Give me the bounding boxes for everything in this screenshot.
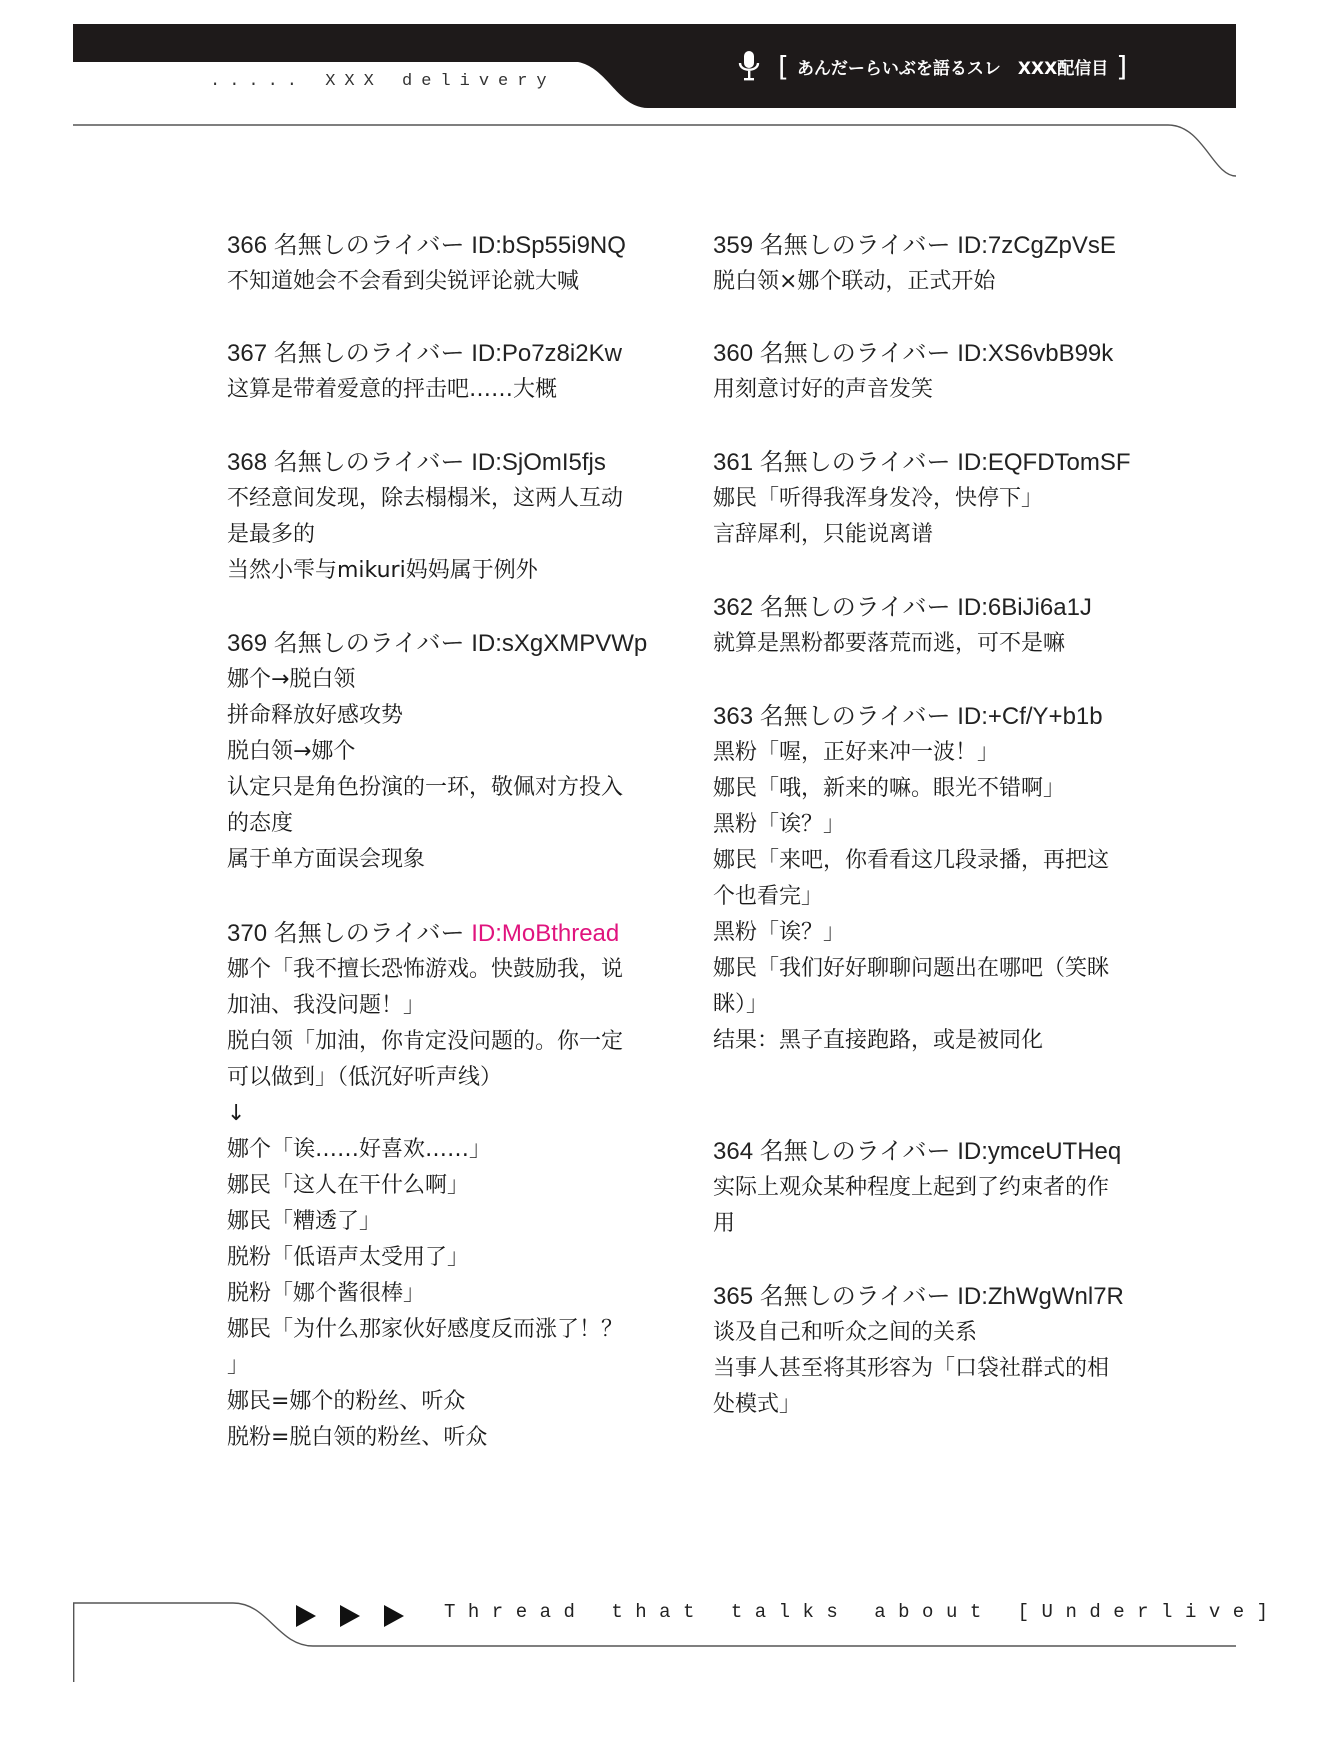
post-number-name: 363 名無しのライバー xyxy=(713,703,958,730)
footer-caption: Thread that talks about [Underlive] xyxy=(444,1601,1281,1623)
delivery-label: ..... XXX delivery xyxy=(210,72,556,91)
post-line: 黑粉「诶？」 xyxy=(713,812,846,837)
post-line: 实际上观众某种程度上起到了约束者的作 xyxy=(713,1175,1110,1200)
post-line: 言辞犀利，只能说离谱 xyxy=(713,522,934,547)
post-line: 的态度 xyxy=(227,811,294,836)
post-number-name: 362 名無しのライバー xyxy=(713,594,958,621)
thread-title-text: あんだーらいぶを語るスレ XXX配信目 xyxy=(796,58,1109,79)
post-id: ID:SjOmI5fjs xyxy=(471,449,606,476)
post-368 xyxy=(227,445,667,589)
play-arrow-icon xyxy=(336,1603,364,1629)
post-359 xyxy=(713,228,1153,300)
post-367 xyxy=(227,336,667,408)
post-line: 处模式」 xyxy=(713,1392,802,1417)
post-number-name: 359 名無しのライバー xyxy=(713,232,958,259)
post-line: ↓ xyxy=(227,1101,246,1126)
post-line: 谈及自己和听众之间的关系 xyxy=(713,1320,978,1345)
post-number-name: 368 名無しのライバー xyxy=(227,449,472,476)
post-line: 加油、我没问题！」 xyxy=(227,993,426,1018)
post-line: 娜民「这人在干什么啊」 xyxy=(227,1173,470,1198)
post-line: 当事人甚至将其形容为「口袋社群式的相 xyxy=(713,1356,1110,1381)
post-number-name: 370 名無しのライバー xyxy=(227,920,472,947)
post-header xyxy=(713,1134,1153,1170)
post-number-name: 361 名無しのライバー xyxy=(713,449,958,476)
post-line: 是最多的 xyxy=(227,522,316,547)
post-line: 属于单方面误会现象 xyxy=(227,847,426,872)
thread-title xyxy=(738,44,1135,88)
post-line: 娜个「诶……好喜欢……」 xyxy=(227,1137,492,1162)
post-line: 娜民=娜个的粉丝、听众 xyxy=(227,1389,466,1414)
post-line: 黑粉「喔，正好来冲一波！」 xyxy=(713,740,1000,765)
post-361 xyxy=(713,445,1153,553)
post-id: ID:6BiJi6a1J xyxy=(957,594,1092,621)
post-header xyxy=(227,336,667,372)
title-bracket-open: [ xyxy=(778,49,789,83)
post-id: ID:7zCgZpVsE xyxy=(957,232,1116,259)
post-number-name: 366 名無しのライバー xyxy=(227,232,472,259)
post-id: ID:sXgXMPVWp xyxy=(471,630,648,657)
post-number-name: 360 名無しのライバー xyxy=(713,340,958,367)
post-line: 脱粉=脱白领的粉丝、听众 xyxy=(227,1425,488,1450)
post-line: 拼命释放好感攻势 xyxy=(227,703,404,728)
post-number-name: 365 名無しのライバー xyxy=(713,1283,958,1310)
post-line: 这算是带着爱意的抨击吧……大概 xyxy=(227,377,558,402)
post-line: 可以做到」（低沉好听声线） xyxy=(227,1065,503,1090)
post-line: 娜民「来吧，你看看这几段录播，再把这 xyxy=(713,848,1110,873)
post-line: 娜民「听得我浑身发冷，快停下」 xyxy=(713,486,1044,511)
post-line: 」 xyxy=(227,1353,250,1378)
microphone-icon xyxy=(738,50,760,82)
post-line: 就算是黑粉都要落荒而逃，可不是嘛 xyxy=(713,631,1066,656)
post-header xyxy=(713,590,1153,626)
post-line: 娜民「哦，新来的嘛。眼光不错啊」 xyxy=(713,776,1066,801)
post-line: 娜个「我不擅长恐怖游戏。快鼓励我，说 xyxy=(227,957,624,982)
post-line: 娜民「糟透了」 xyxy=(227,1209,382,1234)
post-line: 脱粉「娜个酱很棒」 xyxy=(227,1281,426,1306)
post-number-name: 367 名無しのライバー xyxy=(227,340,472,367)
post-number-name: 369 名無しのライバー xyxy=(227,630,472,657)
post-id-highlighted: ID:MoBthread xyxy=(471,920,620,947)
post-line: 用刻意讨好的声音发笑 xyxy=(713,377,934,402)
post-line: 黑粉「诶？」 xyxy=(713,920,846,945)
post-line: 娜民「为什么那家伙好感度反而涨了！？ xyxy=(227,1317,624,1342)
post-line: 不知道她会不会看到尖锐评论就大喊 xyxy=(227,269,580,294)
post-id: ID:ymceUTHeq xyxy=(957,1138,1122,1165)
post-365 xyxy=(713,1279,1153,1423)
post-366 xyxy=(227,228,667,300)
play-arrow-icon xyxy=(380,1603,408,1629)
post-line: 脱粉「低语声太受用了」 xyxy=(227,1245,470,1270)
post-line: 脱白领→娜个 xyxy=(227,739,356,764)
title-bracket-close: ] xyxy=(1116,49,1128,83)
post-line: 不经意间发现，除去榻榻米，这两人互动 xyxy=(227,486,624,511)
post-id: ID:XS6vbB99k xyxy=(957,340,1114,367)
post-line: 娜民「我们好好聊聊问题出在哪吧（笑眯 xyxy=(713,956,1110,981)
post-header xyxy=(713,445,1153,481)
post-number-name: 364 名無しのライバー xyxy=(713,1138,958,1165)
header-divider xyxy=(73,124,1243,184)
post-id: ID:Po7z8i2Kw xyxy=(471,340,622,367)
post-header xyxy=(227,445,667,481)
post-line: 个也看完」 xyxy=(713,884,824,909)
post-header xyxy=(713,228,1153,264)
post-line: 娜个→脱白领 xyxy=(227,667,356,692)
post-header xyxy=(713,1279,1153,1315)
post-header xyxy=(227,626,667,662)
post-369 xyxy=(227,626,667,878)
post-id: ID:ZhWgWnl7R xyxy=(957,1283,1124,1310)
post-line: 结果：黑子直接跑路，或是被同化 xyxy=(713,1028,1044,1053)
post-line: 认定只是角色扮演的一环，敬佩对方投入 xyxy=(227,775,624,800)
post-line: 脱白领×娜个联动，正式开始 xyxy=(713,269,996,294)
post-header xyxy=(227,228,667,264)
post-header xyxy=(713,699,1153,735)
post-header xyxy=(227,916,667,952)
post-id: ID:EQFDTomSF xyxy=(957,449,1131,476)
play-arrow-icon xyxy=(292,1603,320,1629)
post-370 xyxy=(227,916,667,1456)
footer-arrows xyxy=(292,1603,408,1629)
post-line: 当然小雫与mikuri妈妈属于例外 xyxy=(227,558,538,583)
post-363 xyxy=(713,699,1153,1059)
post-header xyxy=(713,336,1153,372)
post-line: 眯）」 xyxy=(713,992,769,1017)
post-id: ID:+Cf/Y+b1b xyxy=(957,703,1103,730)
post-360 xyxy=(713,336,1153,408)
post-362 xyxy=(713,590,1153,662)
post-id: ID:bSp55i9NQ xyxy=(471,232,626,259)
post-line: 用 xyxy=(713,1211,736,1236)
post-364 xyxy=(713,1134,1153,1242)
post-line: 脱白领「加油，你肯定没问题的。你一定 xyxy=(227,1029,624,1054)
